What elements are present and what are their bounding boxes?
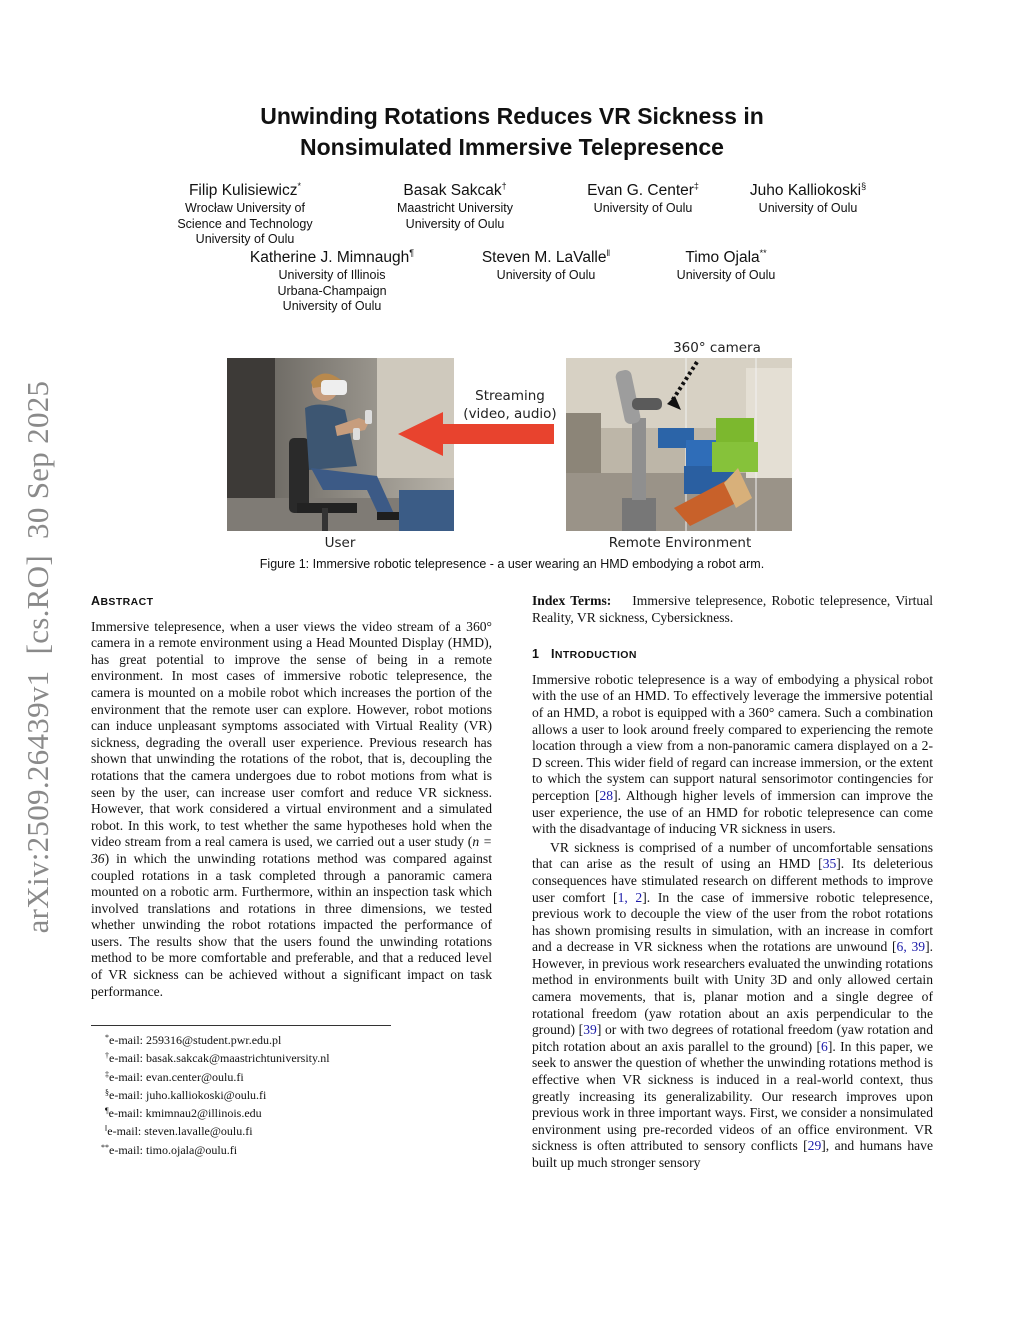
citation-link[interactable]: 39 bbox=[583, 1022, 597, 1038]
title-line-2: Nonsimulated Immersive Telepresence bbox=[300, 134, 724, 160]
author-affiliation: University of Illinois bbox=[278, 268, 386, 282]
author-name: Juho Kalliokoski§ bbox=[749, 181, 867, 199]
arxiv-identifier: arXiv:2509.26439v1 [cs.RO] 30 Sep 2025 bbox=[20, 380, 55, 934]
footnote: **e-mail: timo.ojala@oulu.fi bbox=[101, 1142, 238, 1157]
index-terms: Index Terms: Immersive telepresence, Robotic telepresence, Virtual Reality, VR sickness, Cybersickness. bbox=[532, 593, 934, 625]
author-affiliation: University of Oulu bbox=[195, 232, 295, 246]
author-name: Filip Kulisiewicz* bbox=[188, 181, 302, 199]
footnote-divider bbox=[91, 1025, 391, 1026]
author-affiliation: Wrocław University of bbox=[185, 201, 305, 215]
remote-environment-label: Remote Environment bbox=[608, 535, 752, 551]
citation-link[interactable]: 29 bbox=[807, 1138, 822, 1154]
citation-link[interactable]: 6, 39 bbox=[896, 939, 926, 955]
abstract-section bbox=[91, 593, 492, 1000]
footnote: †e-mail: basak.sakcak@maastrichtuniversity.nl bbox=[105, 1051, 330, 1066]
intro-paragraph-1: Immersive robotic telepresence is a way of embodying a physical robot with the use of an HMD. To effectively leverage the immersive potential of an HMD, a robot is equipped with a 360° camera. Such a combination allows a user to look around freely compared to experiencing the remote location through a view from a non-panoramic camera displayed on a 2-D screen. This wider field of regard can increase immersion, or the extent to which the system can support natural sensorimotor contingencies for perception [28]. Although higher levels of immersion can improve the user experience, the use of an HMD for robotic telepresence can come with the disadvantage of inducing VR sickness in users. bbox=[532, 671, 933, 837]
abstract-heading: ABSTRACT bbox=[91, 594, 154, 608]
author-affiliation: Maastricht University bbox=[397, 201, 513, 215]
citation-link[interactable]: 28 bbox=[599, 787, 614, 803]
footnote: ¶e-mail: kmimnau2@illinois.edu bbox=[105, 1106, 262, 1121]
figure-caption: Figure 1: Immersive robotic telepresence - a user wearing an HMD embodying a robot arm. bbox=[259, 557, 765, 571]
author-affiliation: University of Oulu bbox=[758, 201, 858, 215]
camera-pointer-line bbox=[672, 362, 697, 401]
author-name: Steven M. LaValle‖ bbox=[481, 248, 611, 266]
author-affiliation: University of Oulu bbox=[593, 201, 693, 215]
footnote: ‡e-mail: evan.center@oulu.fi bbox=[105, 1069, 244, 1084]
author-affiliation: Science and Technology bbox=[177, 216, 313, 231]
author-name: Katherine J. Mimnaugh¶ bbox=[249, 248, 415, 266]
sample-size: n = 36 bbox=[91, 834, 492, 866]
streaming-label bbox=[446, 387, 574, 423]
author-affiliation: University of Oulu bbox=[405, 216, 505, 231]
citation-link[interactable]: 35 bbox=[822, 856, 837, 872]
streaming-label-line1: Streaming bbox=[475, 388, 545, 404]
index-terms-label: Index Terms: bbox=[532, 593, 612, 608]
author-name: Timo Ojala** bbox=[685, 248, 767, 266]
intro-paragraph-2: VR sickness is comprised of a number of uncomfortable sensations that can arise as the result of using an HMD [35]. Its deleterious consequences have stimulated research on different methods to improve user comfort [1, 2]. In the case of immersive robotic telepresence, previous work to decouple the view of the user from the robot rotations has shown promising results in simulation, with an increase in comfort and a decrease in VR sickness when the rotations are unwound [6, 39]. However, in previous work researchers evaluated the unwinding rotations method in environments built with Unity 3D and only allowed certain camera movements, that is, planar motion and a single degree of rotational freedom (yaw rotation about an axis perpendicular to the ground) [39] or with two degrees of rotational freedom (yaw rotation and pitch rotation about an axis parallel to the ground) [6]. In this paper, we seek to answer the question of whether the unwinding rotations method is effective when VR sickness is induced in a real-world context, thus greatly increasing its generalizability. Our research improves upon previous work in three important ways. First, we consider a nonsimulated environment using pre-recorded videos of an office environment. VR sickness is often attributed to sensory conflicts [29], and humans have built up much stronger sensory bbox=[532, 839, 934, 1170]
author-name: Basak Sakcak† bbox=[403, 181, 507, 199]
citation-link[interactable]: 1, 2 bbox=[617, 889, 643, 905]
author-affiliation: Urbana-Champaign bbox=[277, 283, 387, 298]
title-line-1: Unwinding Rotations Reduces VR Sickness in bbox=[260, 103, 764, 129]
author-affiliation: University of Oulu bbox=[496, 268, 596, 282]
author-affiliation: University of Oulu bbox=[282, 299, 382, 313]
streaming-arrow-graphic bbox=[0, 0, 1024, 600]
introduction-heading: 1 INTRODUCTION bbox=[532, 647, 637, 662]
footnotes bbox=[91, 1030, 330, 1158]
camera-label: 360° camera bbox=[673, 340, 761, 356]
right-column bbox=[532, 593, 933, 1172]
footnote: *e-mail: 259316@student.pwr.edu.pl bbox=[105, 1033, 282, 1047]
user-label: User bbox=[324, 535, 356, 551]
author-affiliation: University of Oulu bbox=[676, 268, 776, 282]
citation-link[interactable]: 6 bbox=[821, 1038, 828, 1054]
footnote: §e-mail: juho.kalliokoski@oulu.fi bbox=[105, 1087, 267, 1102]
footnote: ‖e-mail: steven.lavalle@oulu.fi bbox=[105, 1124, 253, 1139]
abstract-text: Immersive telepresence, when a user views the video stream of a 360° camera in a remote environment using a Head Mounted Display (HMD), has great potential to improve the sense of being in a remote environment. In most cases of immersive robotic telepresence, the camera is mounted on a mobile robot which increases the portion of the environment that the remote user can explore. However, robot motions can induce unpleasant symptoms associated with Virtual Reality (VR) sickness, degrading the overall user experience. Previous research has shown that unwinding the rotations of the robot, that is, decoupling the rotations that the camera undergoes due to robot motions from what is seen by the user, can increase user comfort and reduce VR sickness. However, that work considered a virtual environment and a simulated robot. In this work, to test whether the same hypotheses hold when the video stream from a real camera is used, we carried out a user study (n = 36) in which the unwinding rotations method was compared against coupled rotations in a task completed through a panoramic camera mounted on a robotic arm. Furthermore, within an inspection task which involved translations and rotations in three dimensions, we tested whether unwinding the robot rotations impacted the performance of users. The results show that the users found the unwinding rotations method to be more comfortable and preferable, and that a reduced level of VR sickness can be achieved without a significant impact on task performance. bbox=[91, 618, 492, 999]
author-name: Evan G. Center‡ bbox=[587, 181, 699, 199]
streaming-label-line2: (video, audio) bbox=[463, 406, 557, 422]
